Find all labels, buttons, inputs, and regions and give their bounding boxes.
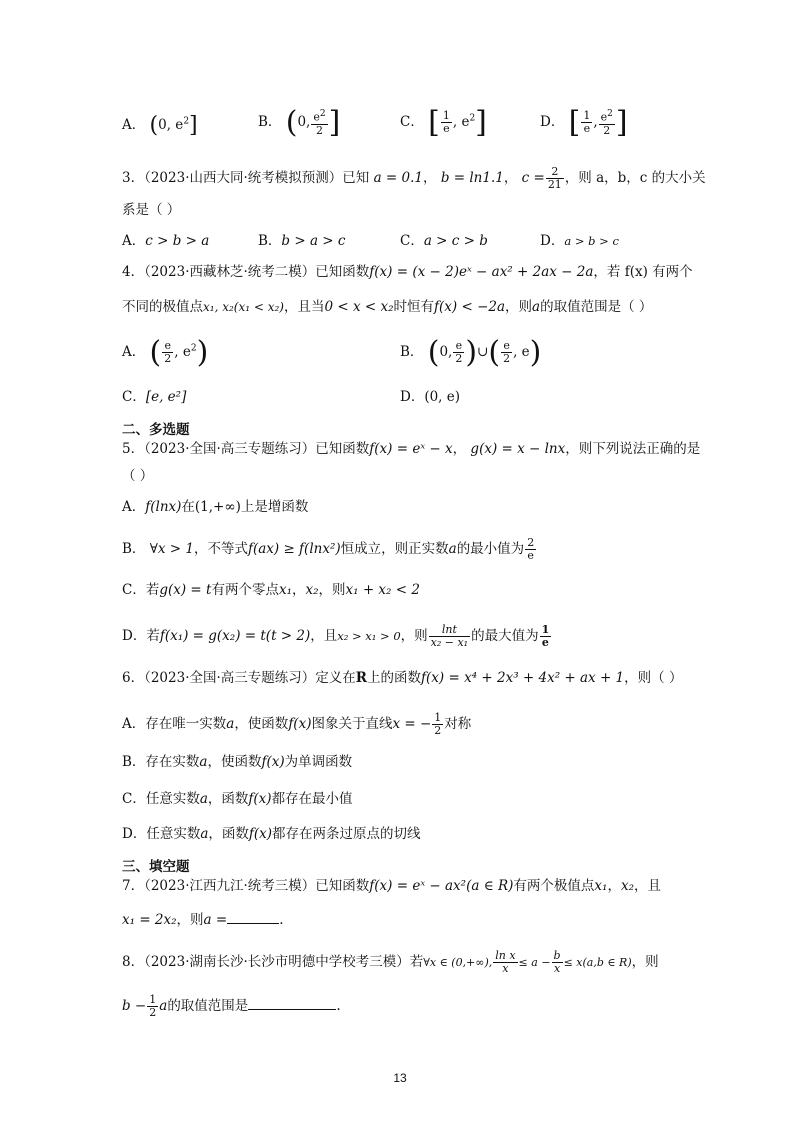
math: $\frac{e}{2}$ [503,339,511,365]
math: [e, e²] [145,389,187,405]
math: 0 < x < x₂ [324,299,394,315]
text: 都存在两条过原点的切线 [272,826,421,842]
q2-option-c [400,105,487,140]
option-label: D． [122,628,147,644]
math: a > c > b [423,233,488,249]
question-text: ，若 f(x) 有两个 [593,264,693,280]
math: ) [529,335,542,370]
text: 为单调函数 [284,754,353,770]
math: ∀x > 1 [149,541,194,557]
text: ，函数 [207,791,249,807]
text: 都存在最小值 [271,791,353,807]
math: ( [488,335,501,370]
q2-option-b [258,105,340,140]
option-label: B． [400,344,424,360]
math: [ [428,105,440,140]
math: a [226,716,235,732]
question-number: 5． [122,441,145,457]
math: $\frac{1}{e}$ [541,623,550,649]
q3-option-d [540,229,619,249]
q5-stem: 5．（2023·全国·高三专题练习）已知函数f(x) = eˣ − x， g(x) = x − lnx，则下列说法正确的是 [122,441,701,457]
text: . [279,912,284,928]
q4-option-d [400,385,460,405]
math: ( [427,335,440,370]
text: ，则 [400,628,428,644]
math: a [199,754,208,770]
math: b = ln1.1 [440,170,504,186]
q5-paren: （ ） [122,468,154,484]
math: a = [203,912,228,928]
text: 上是增函数 [240,499,309,515]
math: ) [196,335,209,370]
question-text: （2023·江西九江·统考三模）已知函数 [144,878,370,894]
math: x₁, x₂(x₁ < x₂) [203,300,284,314]
math: ≤ x(a,b ∈ R) [563,956,632,969]
text: 若 [146,628,160,644]
option-label: C． [400,114,424,130]
question-text: ， [607,878,621,894]
q6-option-c [122,789,740,809]
section-heading: 二、多选题 [122,422,190,438]
math: x₂ > x₁ > 0 [337,629,401,643]
math: $\frac{2}{e}$ [527,536,535,562]
math: ( [285,105,298,140]
option-label: D． [400,389,425,405]
math: (1,+∞) [194,499,241,515]
question-text: 有两个极值点 [513,878,595,894]
question-number: 3． [122,170,145,186]
math: x₂ [620,878,634,894]
math: g(x) = x − lnx [470,441,566,457]
question-text: ，则（ ） [624,670,683,686]
math: ] [475,105,487,140]
text: 对称 [444,716,472,732]
math: $\frac{e^2}{2}$ [313,109,326,137]
text: D．任意实数 [122,826,201,842]
q8-stem [122,950,740,975]
text: ，不等式 [193,541,248,557]
math: x₁ [594,878,608,894]
math: a [159,998,168,1014]
text: 恒成立，则正实数 [340,541,449,557]
text: ，则 [176,912,204,928]
math: ( [149,335,162,370]
math: x₁ [278,582,292,598]
question-text: ，则 [631,954,659,970]
math: a [199,791,208,807]
math: a [532,299,541,315]
option-label: D． [540,114,565,130]
question-text: ，则下列说法正确的是 [565,441,701,457]
math: ) [465,335,478,370]
math: f(x) [248,826,273,842]
math: $\frac{2}{21}$ [547,165,562,191]
q3-stem: 3．（2023·山西大同·统考模拟预测）已知 a = 0.1， b = ln1.1， c = $\frac{2}{21}$ ，则 a，b，c 的大小关 [122,165,706,191]
math: ∀x ∈ (0,+∞), [423,956,493,969]
question-number: 4． [122,264,145,280]
q7-stem [122,876,740,896]
option-label: C． [122,582,146,598]
q3-option-b [258,229,345,249]
text: ，且 [310,628,338,644]
text: 有两个零点 [211,582,279,598]
math: f(x) < −2a [434,299,506,315]
math: ] [189,113,198,138]
text: 的最大值为 [471,628,539,644]
math: R [355,670,368,686]
q5-option-a [122,497,740,517]
math: g(x) = t [159,582,212,598]
q2-option-d: D． [ $\frac{1}{e}$ , $\frac{e^2}{2}$ ] [540,105,628,140]
text: C．任意实数 [122,791,200,807]
text: ， [291,582,306,598]
math: x₁ + x₂ < 2 [345,582,420,598]
q4-option-c [122,385,186,405]
option-label: C． [400,233,424,249]
text: ，函数 [208,826,249,842]
q3-stem-line2: 系是（ ） [122,202,181,218]
math: $\frac{\text{ln x}}{x}$ [495,949,516,975]
text: ，则 [505,299,533,315]
math: f(x) [248,791,272,807]
text: 的取值范围是（ ） [540,299,653,315]
q4-option-b: B． (0, $\frac{e}{2}$ )∪( $\frac{e}{2}$ , e) [400,335,542,370]
text: 的取值范围是 [167,998,249,1014]
q2-option-a [122,113,198,138]
math: $\frac{b}{x}$ [553,949,561,975]
math: $\frac{e^2}{2}$ [600,109,613,137]
text: 不同的极值点 [122,299,203,315]
question-text: （2023·西藏林芝·统考二模）已知函数 [144,264,370,280]
math: a = 0.1 [373,170,424,186]
text: ，且当 [284,299,325,315]
q6-stem [122,668,740,688]
math: 0, [297,114,311,130]
option-label: B． [122,541,146,557]
math: f(x) [261,754,285,770]
question-number: 8． [122,954,145,970]
math: x₁ = 2x₂ [122,912,177,928]
q4-stem [122,262,740,282]
q5-option-c [122,580,740,600]
q5-option-b [122,537,740,562]
text: 在 [181,499,195,515]
math: f(lnx) [145,499,182,515]
option-label: A． [122,344,146,360]
math: $\frac{1}{e}$ [442,109,450,135]
math: $\frac{\ln t}{\text{x₂ − x₁}}$ [430,623,469,649]
q6-option-d [122,824,740,844]
math: f(x) [288,716,312,732]
math: a [200,826,209,842]
section-heading: 三、填空题 [122,859,190,875]
math: 0, $e^2$ [158,116,190,133]
q5-option-d [122,624,740,649]
answer-blank[interactable] [227,923,279,924]
math: $\frac{1}{e}$ [583,109,591,135]
math: [ [568,105,581,140]
option-label: A． [122,233,146,249]
question-text: （2023·全国·高三专题练习）已知函数 [144,441,370,457]
math: x₂ [305,582,319,598]
math: ] [615,105,628,140]
text: 若 [145,582,160,598]
math: $\frac{1}{2}$ [434,711,442,737]
q3-option-c [400,229,488,249]
math: f(x) = x⁴ + 2x³ + 4x² + ax + 1 [421,670,625,686]
q3-option-a [122,229,209,249]
text: ，使函数 [207,754,262,770]
q4-option-a: A． ( $\frac{e}{2}$ , $e^2$) [122,335,209,370]
math: f(x₁) = g(x₂) = t(t > 2) [159,628,311,644]
text: A．存在唯一实数 [122,716,227,732]
math: ] [328,105,341,140]
q6-option-a [122,712,740,737]
math: b − [122,998,147,1014]
question-text: （2023·山西大同·统考模拟预测）已知 [144,170,370,186]
math: ≤ a − [518,956,551,969]
text: 图象关于直线 [311,716,393,732]
question-text: （2023·湖南长沙·长沙市明德中学校考三模）若 [144,954,424,970]
q6-option-b [122,752,740,772]
math: (0, e) [424,389,461,405]
question-text: ，且 [633,878,661,894]
q4-stem-line2 [122,297,740,317]
question-number: 7． [122,878,145,894]
math: a > b > c [564,234,619,248]
page-number: 13 [393,1071,407,1085]
question-number: 6． [122,670,145,686]
text: . [336,998,341,1014]
math: $\frac{1}{2}$ [149,993,157,1019]
text: B．存在实数 [122,754,200,770]
option-label: B． [258,233,282,249]
option-label: D． [540,233,565,249]
text: 时恒有 [393,299,435,315]
option-label: A． [122,117,146,133]
question-text: ，则 a，b，c 的大小关 [564,170,706,186]
answer-blank[interactable] [248,1009,336,1010]
option-label: A． [122,499,146,515]
question-text: （2023·全国·高三专题练习）定义在 [144,670,356,686]
question-text: 上的函数 [367,670,422,686]
q8-stem-line2 [122,994,740,1019]
math: $\frac{e}{2}$ [455,339,463,365]
math: a [448,541,457,557]
text: ，则 [318,582,346,598]
q7-stem-line2 [122,910,740,930]
math: ( [149,113,159,138]
math: b > a > c [281,233,346,249]
option-label: B． [258,114,282,130]
math: f(x) = (x − 2)eˣ − ax² + 2ax − 2a [369,264,594,280]
math: x = − [392,716,432,732]
math: f(ax) ≥ f(lnx²) [247,541,341,557]
math: c > b > a [145,233,210,249]
math: f(x) = eˣ − x [369,441,453,457]
math: , $e^2$ [452,113,476,130]
math: f(x) = eˣ − ax²(a ∈ R) [369,878,514,894]
math: $\frac{e}{2}$ [164,339,172,365]
math: c = [521,170,545,186]
text: ，使函数 [234,716,289,732]
option-label: C． [122,389,146,405]
text: 的最小值为 [456,541,525,557]
